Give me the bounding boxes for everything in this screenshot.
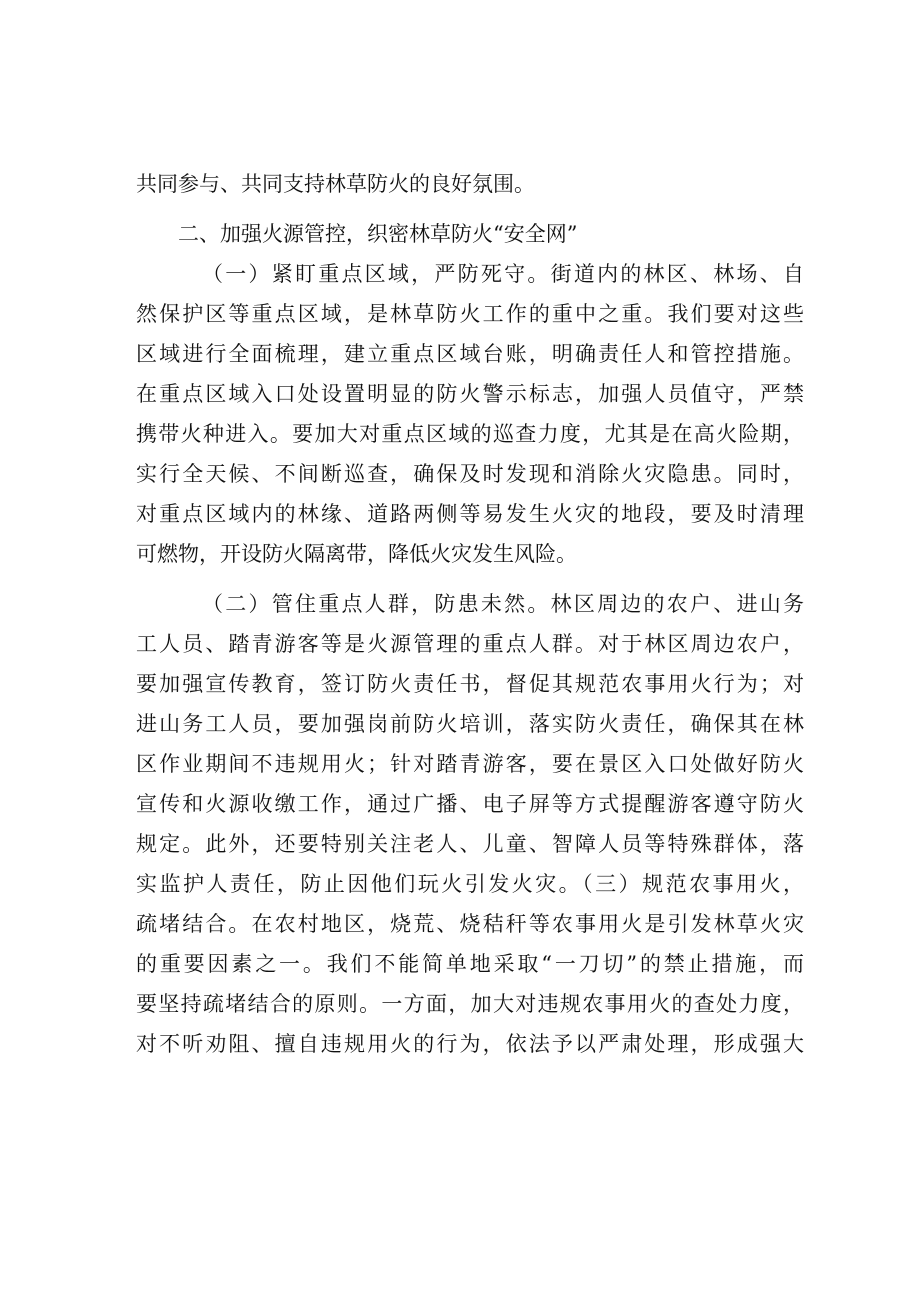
paragraph-line: 然保护区等重点区域，是林草防火工作的重中之重。我们要对这些	[136, 302, 804, 326]
paragraph-line: 的重要因素之一。我们不能简单地采取“一刀切”的禁止措施，而	[136, 952, 804, 976]
paragraph-line: 疏堵结合。在农村地区，烧荒、烧秸秆等农事用火是引发林草火灾	[136, 912, 804, 936]
paragraph-line: 工人员、踏青游客等是火源管理的重点人群。对于林区周边农户，	[136, 632, 804, 656]
paragraph-line: 实行全天候、不间断巡查，确保及时发现和消除火灾隐患。同时，	[136, 462, 804, 486]
paragraph-line: 区域进行全面梳理，建立重点区域台账，明确责任人和管控措施。	[136, 342, 804, 366]
paragraph-line: 对重点区域内的林缘、道路两侧等易发生火灾的地段，要及时清理	[136, 502, 804, 526]
paragraph-line: 要加强宣传教育，签订防火责任书，督促其规范农事用火行为；对	[136, 672, 804, 696]
paragraph-spacer	[136, 574, 804, 584]
document-body	[136, 164, 804, 1064]
paragraph-line: 共同参与、共同支持林草防火的良好氛围。	[136, 172, 535, 196]
paragraph-line: 可燃物，开设防火隔离带，降低火灾发生风险。	[136, 542, 577, 566]
paragraph-line: 实监护人责任，防止因他们玩火引发火灾。（三）规范农事用火，	[136, 872, 804, 896]
paragraph-line: 宣传和火源收缴工作，通过广播、电子屏等方式提醒游客遵守防火	[136, 792, 804, 816]
paragraph-line: 进山务工人员，要加强岗前防火培训，落实防火责任，确保其在林	[136, 712, 804, 736]
paragraph-line: 对不听劝阻、擅自违规用火的行为，依法予以严肃处理，形成强大	[136, 1032, 804, 1056]
paragraph-spacer	[136, 204, 804, 214]
paragraph-line: 携带火种进入。要加大对重点区域的巡查力度，尤其是在高火险期，	[136, 422, 804, 446]
paragraph-line: 要坚持疏堵结合的原则。一方面，加大对违规农事用火的查处力度，	[136, 992, 804, 1016]
paragraph-line: 区作业期间不违规用火；针对踏青游客，要在景区入口处做好防火	[136, 752, 804, 776]
section-heading: 二、加强火源管控，织密林草防火“安全网”	[178, 222, 578, 246]
paragraph-line: （一）紧盯重点区域，严防死守。街道内的林区、林场、自	[202, 262, 804, 286]
paragraph-line: 在重点区域入口处设置明显的防火警示标志，加强人员值守，严禁	[136, 382, 804, 406]
paragraph-line: （二）管住重点人群，防患未然。林区周边的农户、进山务	[202, 592, 804, 616]
paragraph-line: 规定。此外，还要特别关注老人、儿童、智障人员等特殊群体，落	[136, 832, 804, 856]
